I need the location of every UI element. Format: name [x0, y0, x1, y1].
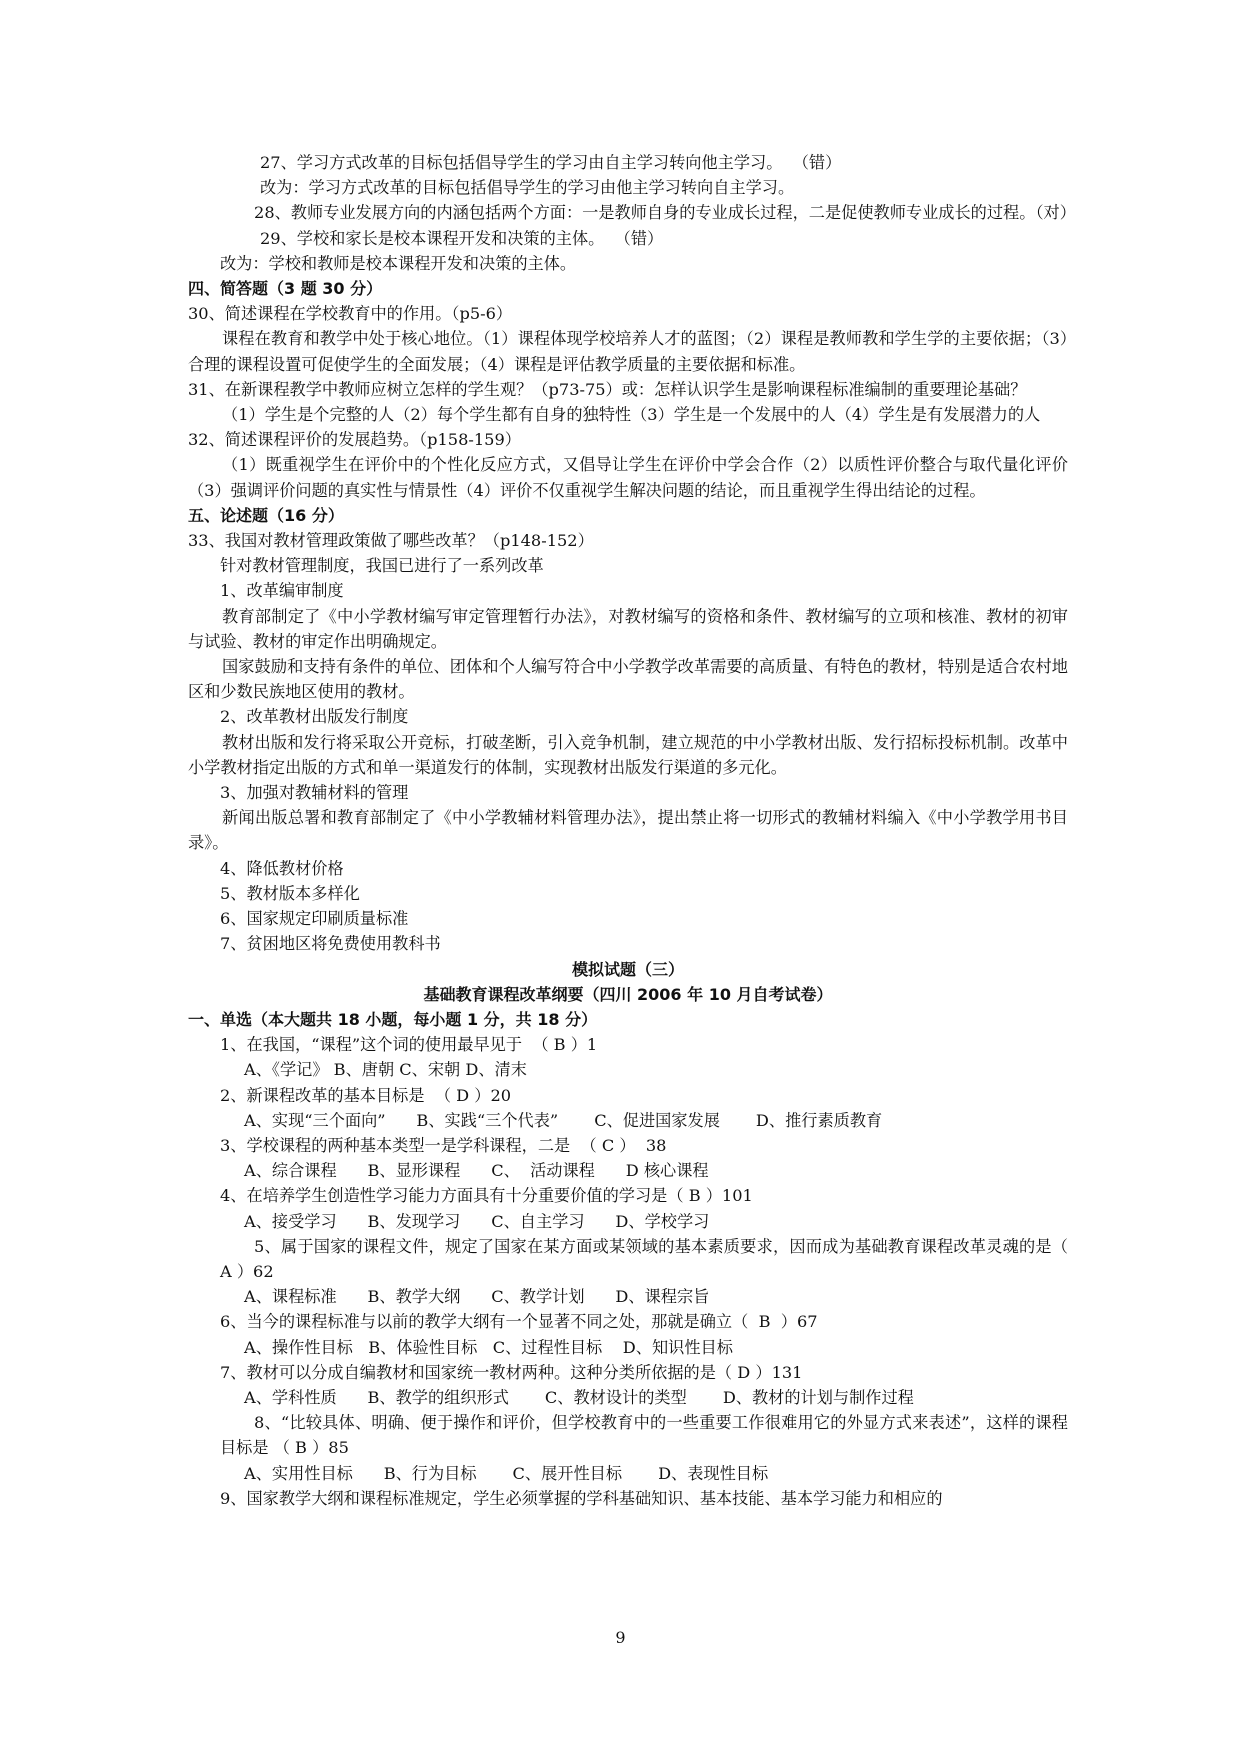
text-line: 29、学校和家长是校本课程开发和决策的主体。 （错）: [260, 228, 664, 248]
text-line: 1、改革编审制度: [220, 581, 344, 601]
text-line: 基础教育课程改革纲要（四川 2006 年 10 月自考试卷）: [423, 984, 833, 1004]
text-line: 33、我国对教材管理政策做了哪些改革？（p148-152）: [188, 531, 594, 551]
text-line: 五、论述题（16 分）: [188, 505, 344, 525]
text-line: A、综合课程 B、显形课程 C、 活动课程 D 核心课程: [244, 1161, 709, 1181]
text-line: A、课程标准 B、教学大纲 C、教学计划 D、课程宗旨: [244, 1287, 710, 1307]
text-line: A、实现“三个面向” B、实践“三个代表” C、促进国家发展 D、推行素质教育: [244, 1110, 883, 1130]
text-line: 新闻出版总署和教育部制定了《中小学教辅材料管理办法》，提出禁止将一切形式的教辅材料编入《中小学教学用书目录》。: [188, 808, 1068, 853]
text-line: 6、国家规定印刷质量标准: [220, 909, 409, 929]
text-line: 1、在我国，“课程”这个词的使用最早见于 （ B ）1: [220, 1035, 598, 1055]
text-line: 4、降低教材价格: [220, 858, 344, 878]
text-line: 教材出版和发行将采取公开竞标，打破垄断，引入竞争机制，建立规范的中小学教材出版、发行招标投标机制。改革中小学教材指定出版的方式和单一渠道发行的体制，实现教材出版发行渠道的多元化。: [188, 732, 1068, 777]
text-line: A、《学记》 B、唐朝 C、宋朝 D、清末: [244, 1060, 527, 1080]
text-line: 30、简述课程在学校教育中的作用。（p5-6）: [188, 304, 513, 324]
text-line: 5、属于国家的课程文件，规定了国家在某方面或某领域的基本素质要求，因而成为基础教育课程改革灵魂的是（ A ）62: [220, 1236, 1068, 1281]
text-line: 2、改革教材出版发行制度: [220, 707, 409, 727]
text-line: 课程在教育和教学中处于核心地位。（1）课程体现学校培养人才的蓝图；（2）课程是教师教和学生学的主要依据；（3）合理的课程设置可促使学生的全面发展；（4）课程是评估教学质量的主要依据和标准。: [188, 329, 1068, 374]
text-line: 改为：学校和教师是校本课程开发和决策的主体。: [220, 253, 577, 273]
text-line: 四、简答题（3 题 30 分）: [188, 279, 383, 299]
text-line: 教育部制定了《中小学教材编写审定管理暂行办法》，对教材编写的资格和条件、教材编写的立项和核准、教材的初审与试验、教材的审定作出明确规定。: [188, 606, 1068, 651]
text-line: 国家鼓励和支持有条件的单位、团体和个人编写符合中小学教学改革需要的高质量、有特色的教材，特别是适合农村地区和少数民族地区使用的教材。: [188, 657, 1068, 702]
text-line: 28、教师专业发展方向的内涵包括两个方面：一是教师自身的专业成长过程，二是促使教师专业成长的过程。（对）: [254, 203, 1076, 223]
text-line: 32、简述课程评价的发展趋势。（p158-159）: [188, 430, 521, 450]
text-line: 2、新课程改革的基本目标是 （ D ）20: [220, 1085, 512, 1105]
text-line: 5、教材版本多样化: [220, 883, 360, 903]
text-line: A、接受学习 B、发现学习 C、自主学习 D、学校学习: [244, 1211, 710, 1231]
text-line: （1）既重视学生在评价中的个性化反应方式，又倡导让学生在评价中学会合作（2）以质性评价整合与取代量化评价（3）强调评价问题的真实性与情景性（4）评价不仅重视学生解决问题的结论，而且重视学生得出结论的过程。: [188, 455, 1068, 500]
text-line: 模拟试题（三）: [571, 959, 684, 979]
text-line: （1）学生是个完整的人（2）每个学生都有自身的独特性（3）学生是一个发展中的人（4）学生是有发展潜力的人: [222, 405, 1041, 425]
text-line: 31、在新课程教学中教师应树立怎样的学生观？（p73-75）或：怎样认识学生是影响课程标准编制的重要理论基础？: [188, 379, 1027, 399]
text-line: 改为：学习方式改革的目标包括倡导学生的学习由他主学习转向自主学习。: [260, 178, 795, 198]
text-line: 9、国家教学大纲和课程标准规定，学生必须掌握的学科基础知识、基本技能、基本学习能力和相应的: [220, 1488, 943, 1508]
text-line: A、操作性目标 B、体验性目标 C、过程性目标 D、知识性目标: [244, 1337, 733, 1357]
text-line: 4、在培养学生创造性学习能力方面具有十分重要价值的学习是（ B ）101: [220, 1186, 753, 1206]
text-line: 8、“比较具体、明确、便于操作和评价，但学校教育中的一些重要工作很难用它的外显方式来表述”，这样的课程目标是 （ B ）85: [220, 1413, 1068, 1458]
page-body: [188, 150, 1076, 1511]
text-line: 6、当今的课程标准与以前的教学大纲有一个显著不同之处，那就是确立（ B ）67: [220, 1312, 818, 1332]
text-line: 针对教材管理制度，我国已进行了一系列改革: [220, 556, 544, 576]
text-line: 27、学习方式改革的目标包括倡导学生的学习由自主学习转向他主学习。 （错）: [260, 153, 842, 172]
text-line: A、学科性质 B、教学的组织形式 C、教材设计的类型 D、教材的计划与制作过程: [244, 1387, 914, 1407]
text-line: 3、学校课程的两种基本类型一是学科课程，二是 （ C ） 38: [220, 1135, 667, 1155]
text-line: 一、单选（本大题共 18 小题，每小题 1 分，共 18 分）: [188, 1009, 598, 1029]
text-line: A、实用性目标 B、行为目标 C、展开性目标 D、表现性目标: [244, 1463, 769, 1483]
page-number: 9: [615, 1628, 626, 1647]
text-line: 7、教材可以分成自编教材和国家统一教材两种。这种分类所依据的是（ D ）131: [220, 1362, 803, 1382]
text-line: 3、加强对教辅材料的管理: [220, 783, 409, 803]
text-line: 7、贫困地区将免费使用教科书: [220, 934, 441, 954]
